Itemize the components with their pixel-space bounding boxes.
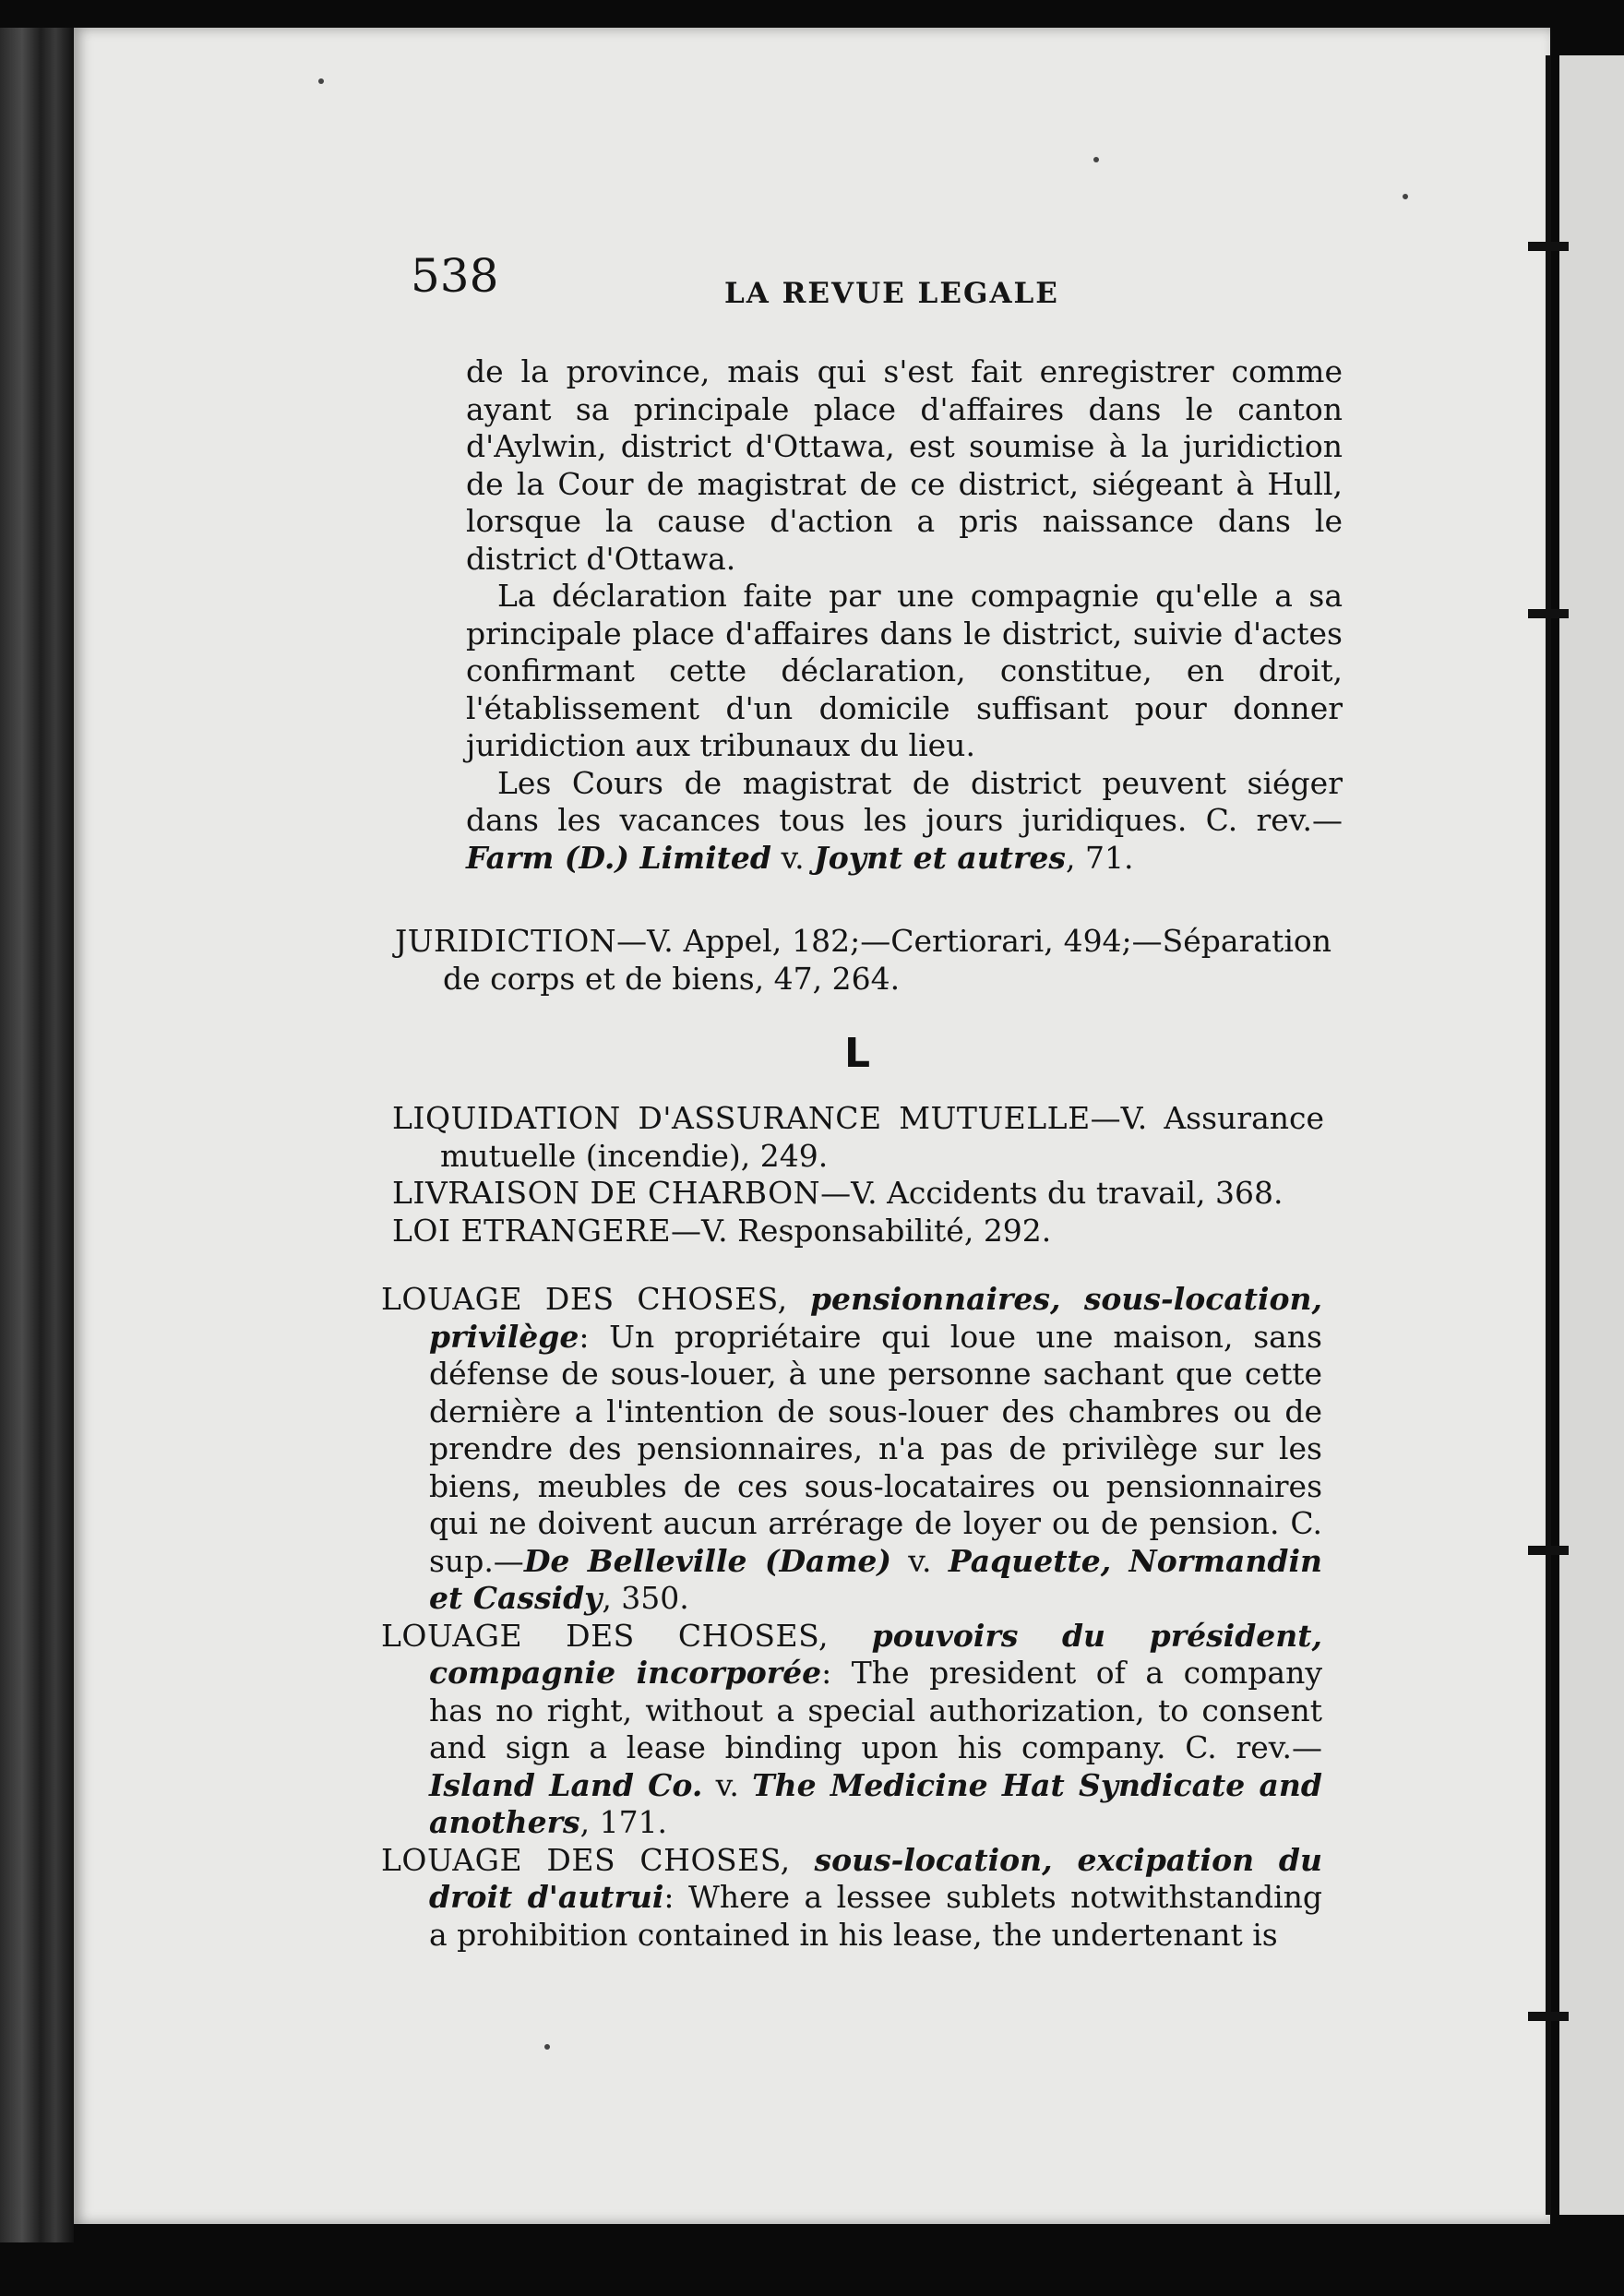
entry-text: —V. Appel, 182;—Certiorari, 494;—Séparation de corps et de biens, 47, 264. [443, 923, 1331, 997]
index-entry [392, 1213, 1324, 1250]
book-spine-edge [0, 28, 74, 2242]
running-head: LA REVUE LEGALE [724, 277, 1059, 310]
index-entry [395, 923, 1331, 998]
scan-speck [544, 2044, 550, 2050]
paragraph [466, 765, 1343, 878]
case-party: De Belleville (Dame) [523, 1542, 891, 1579]
entry-text: : Un propriétaire qui loue une maison, sans défense de sous-louer, à une personne sachant que cette dernière a l'intention de sous-louer des chambres ou de prendre des pensionnaires, n'a pas de privilège sur les biens, meubles de ces sous-locataires ou pensionnaires qui ne doivent aucun arrérage de loyer ou de pension. C. sup.— [429, 1318, 1322, 1579]
case-party: Farm (D.) Limited [466, 839, 771, 876]
index-entries-louage [381, 1281, 1322, 1954]
case-page: , 350. [602, 1580, 689, 1616]
index-entry [392, 1175, 1324, 1213]
case-party: Paquette, Normandin et Cassidy [429, 1542, 1322, 1616]
scan-speck [318, 78, 324, 84]
entry-heading: LIQUIDATION D'ASSURANCE MUTUELLE [392, 1100, 1091, 1136]
versus: v. [770, 839, 815, 876]
margin-mark [1528, 2012, 1569, 2021]
margin-mark [1528, 242, 1569, 251]
entry-heading: LOUAGE DES CHOSES, [381, 1617, 830, 1654]
entry-text: —V. Assurance mutuelle (incendie), 249. [440, 1100, 1325, 1174]
entry-text: —V. Responsabilité, 292. [671, 1212, 1052, 1249]
entry-text: : The president of a company has no right, without a special authorization, to consent and sign a lease binding upon his company. C. rev.— [429, 1655, 1323, 1765]
paragraph: de la province, mais qui s'est fait enregistrer comme ayant sa principale place d'affaires dans le canton d'Aylwin, district d'Ottawa, est soumise à la juridiction de la Cour de magistrat de ce district, siégeant à Hull, lorsque la cause d'action a pris naissance dans le district d'Ottawa. [466, 353, 1343, 577]
entry-subheading: pouvoirs du président, compagnie incorporée [429, 1617, 1322, 1691]
page-gutter-line [1546, 55, 1551, 2215]
scan-speck [1403, 194, 1408, 199]
facing-page-edge [1559, 55, 1624, 2215]
case-party: Island Land Co. [429, 1766, 703, 1803]
entry-heading: LOUAGE DES CHOSES, [381, 1841, 791, 1878]
entry-heading: JURIDICTION [395, 923, 617, 959]
case-page: , 71. [1066, 839, 1134, 876]
index-entry [381, 1842, 1322, 1955]
index-entries-l [392, 1100, 1324, 1250]
paragraph: La déclaration faite par une compagnie qu'elle a sa principale place d'affaires dans le district, suivie d'actes confirmant cette déclaration, constitue, en droit, l'établissement d'un domicile suffisant pour donner juridiction aux tribunaux du lieu. [466, 578, 1343, 763]
versus: v. [890, 1542, 949, 1579]
margin-mark [1528, 1546, 1569, 1555]
margin-mark [1528, 609, 1569, 618]
case-page: , 171. [579, 1804, 668, 1840]
entry-text: : Where a lessee sublets notwithstanding a prohibition contained in his lease, the undertenant is [429, 1879, 1322, 1953]
case-party: The Medicine Hat Syndicate and anothers [429, 1766, 1322, 1840]
index-entry [381, 1281, 1322, 1618]
index-entries-j [395, 923, 1331, 998]
page-number: 538 [411, 249, 499, 303]
scan-speck [1093, 157, 1099, 162]
entry-continuation [466, 353, 1343, 877]
section-letter: L [844, 1030, 871, 1077]
index-entry [392, 1100, 1324, 1175]
entry-heading: LOI ETRANGERE [392, 1212, 672, 1249]
paragraph-text: Les Cours de magistrat de district peuvent siéger dans les vacances tous les jours juridiques. C. rev.— [466, 764, 1343, 838]
entry-subheading: pensionnaires, sous-location, privilège [429, 1281, 1322, 1355]
versus: v. [702, 1766, 753, 1803]
entry-heading: LOUAGE DES CHOSES, [381, 1281, 788, 1317]
entry-text: —V. Accidents du travail, 368. [820, 1175, 1284, 1211]
case-party: Joynt et autres [814, 839, 1066, 876]
index-entry [381, 1618, 1322, 1842]
entry-heading: LIVRAISON DE CHARBON [392, 1175, 821, 1211]
entry-subheading: sous-location, excipation du droit d'autrui [429, 1841, 1322, 1915]
